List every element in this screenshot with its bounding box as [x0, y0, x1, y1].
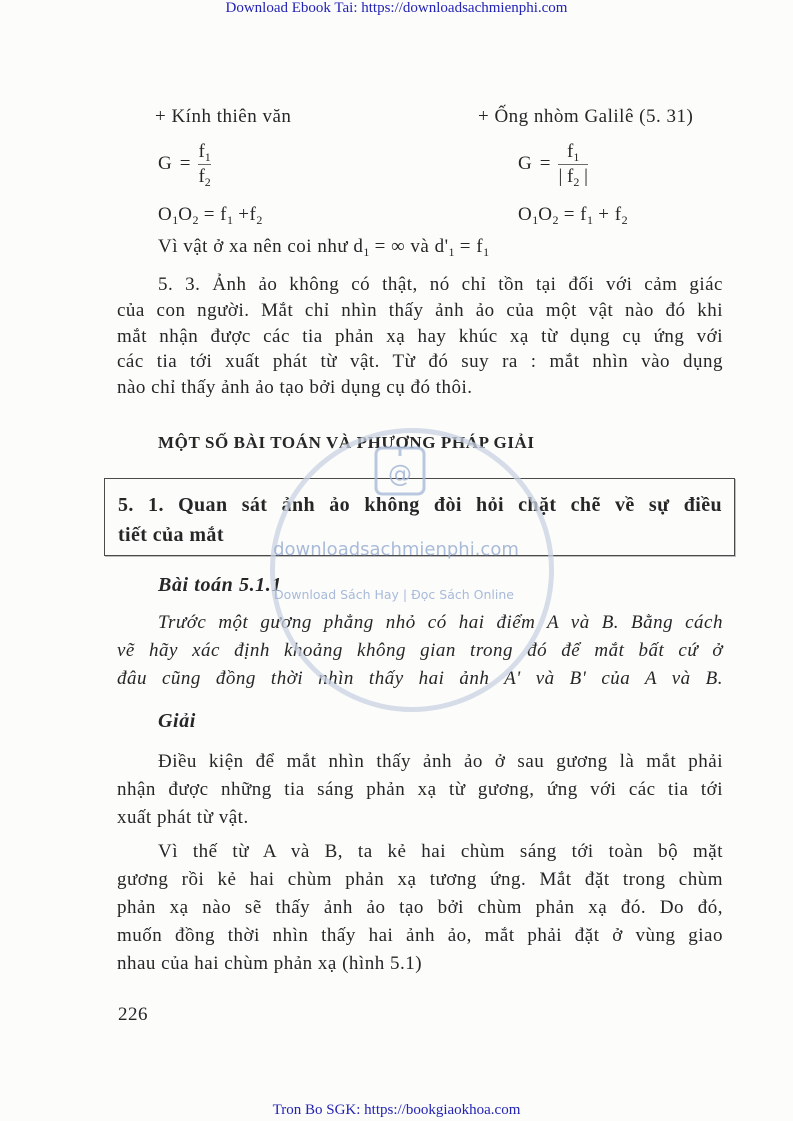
numerator-subscript: 1 — [204, 149, 211, 164]
term-f1: = f — [198, 204, 228, 225]
solution-title: Giải — [158, 710, 196, 732]
topic-box-line: tiết của mắt — [118, 524, 224, 546]
term-o2-sub: 2 — [192, 213, 199, 227]
fraction-denominator — [558, 166, 587, 188]
answer-5-3-line: các tia tới xuất phát từ vật. Từ đó suy ra : mắt nhìn vào dụng — [117, 351, 723, 372]
header-download-link: Download Ebook Tai: https://downloadsachmienphi.com — [225, 0, 568, 16]
telescope-magnification-formula — [158, 136, 211, 192]
watermark-icon-glyph: @ — [388, 460, 412, 488]
note-sub-2: 1 — [448, 245, 455, 259]
solution-line: nhận được những tia sáng phản xạ từ gương, ứng với các tia tới — [117, 779, 723, 800]
page-number: 226 — [118, 1004, 148, 1025]
magnification-symbol: G — [158, 153, 172, 174]
term-o2: O — [178, 204, 193, 225]
solution-line: Điều kiện để mắt nhìn thấy ảnh ảo ở sau gương là mắt phải — [158, 751, 723, 772]
term-f1: = f — [558, 204, 588, 225]
magnification-symbol: G — [518, 153, 532, 174]
fraction — [558, 141, 587, 188]
answer-5-3-line: 5. 3. Ảnh ảo không có thật, nó chỉ tồn tại đối với cảm giác — [158, 274, 723, 295]
note-sub-1: 1 — [363, 245, 370, 259]
watermark-site: downloadsachmienphi.com — [273, 539, 519, 560]
denominator-open: | f — [558, 165, 574, 187]
fraction-numerator — [567, 141, 579, 163]
galilean-binoculars-title: + Ống nhòm Galilê (5. 31) — [478, 106, 694, 127]
term-o1-sub: 1 — [172, 213, 179, 227]
term-o1-sub: 1 — [532, 213, 539, 227]
topic-box-line: 5. 1. Quan sát ảnh ảo không đòi hỏi chặt chẽ về sự điều — [118, 494, 722, 516]
term-o1: O — [518, 204, 533, 225]
denominator-subscript: 2 — [573, 174, 580, 189]
fraction-bar — [558, 164, 587, 165]
term-f2-sub: 2 — [621, 213, 628, 227]
term-f1-sub: 1 — [587, 213, 594, 227]
solution-line: nhau của hai chùm phản xạ (hình 5.1) — [117, 953, 423, 974]
term-o2-sub: 2 — [552, 213, 559, 227]
solution-line: Vì thế từ A và B, ta kẻ hai chùm sáng tới toàn bộ mặt — [158, 841, 723, 862]
answer-5-3-line: nào chỉ thấy ảnh ảo tạo bởi dụng cụ đó thôi. — [117, 377, 473, 398]
equals-sign: = — [539, 153, 551, 174]
term-f2-sub: 2 — [256, 213, 263, 227]
problem-line: Trước một gương phẳng nhỏ có hai điểm A và B. Bằng cách — [158, 612, 723, 633]
note-text-2: = ∞ và d' — [369, 236, 449, 257]
binoculars-magnification-formula — [518, 136, 588, 192]
note-text-1: Vì vật ở xa nên coi như d — [158, 236, 364, 257]
footer-link: Tron Bo SGK: https://bookgiaokhoa.com — [272, 1102, 521, 1118]
problem-line: đâu cũng đồng thời nhìn thấy hai ảnh A' và B' của A và B. — [117, 668, 723, 689]
problem-title: Bài toán 5.1.1 — [158, 574, 282, 596]
term-f1-sub: 1 — [227, 213, 234, 227]
problem-line: vẽ hãy xác định khoảng không gian trong đó để mắt bất cứ ở — [117, 640, 723, 661]
watermark-tagline: Download Sách Hay | Đọc Sách Online — [274, 587, 514, 602]
solution-line: phản xạ nào sẽ thấy ảnh ảo tạo bởi chùm phản xạ đó. Do đó, — [117, 897, 723, 918]
answer-5-3-line: mắt nhận được các tia phản xạ hay khúc xạ từ dụng cụ ứng với — [117, 326, 723, 347]
far-object-note — [158, 234, 489, 260]
answer-5-3-line: của con người. Mắt chỉ nhìn thấy ảnh ảo của một vật nào đó khi — [117, 300, 723, 321]
denominator-base: f — [198, 165, 205, 187]
term-o2: O — [538, 204, 553, 225]
watermark-book-icon — [370, 444, 430, 498]
numerator-base: f — [198, 140, 205, 162]
equals-sign: = — [179, 153, 191, 174]
solution-line: xuất phát từ vật. — [117, 807, 249, 828]
solution-line: muốn đồng thời nhìn thấy hai ảnh ảo, mắt phải đặt ở vùng giao — [117, 925, 723, 946]
telescope-distance-formula — [158, 202, 262, 228]
denominator-close: | — [579, 165, 588, 187]
solution-line: gương rồi kẻ hai chùm phản xạ tương ứng. Mắt đặt trong chùm — [117, 869, 723, 890]
note-sub-3: 1 — [483, 245, 490, 259]
denominator-subscript: 2 — [204, 174, 211, 189]
fraction-bar — [198, 164, 210, 165]
numerator-subscript: 1 — [573, 149, 580, 164]
fraction-denominator — [198, 166, 210, 188]
telescope-title: + Kính thiên văn — [155, 106, 292, 127]
section-heading: MỘT SỐ BÀI TOÁN VÀ PHƯƠNG PHÁP GIẢI — [158, 433, 535, 452]
numerator-base: f — [567, 140, 574, 162]
binoculars-distance-formula — [518, 202, 628, 228]
term-f2: +f — [233, 204, 257, 225]
term-o1: O — [158, 204, 173, 225]
fraction-numerator — [198, 141, 210, 163]
note-text-3: = f — [454, 236, 484, 257]
fraction — [198, 141, 210, 188]
term-f2: + f — [593, 204, 622, 225]
